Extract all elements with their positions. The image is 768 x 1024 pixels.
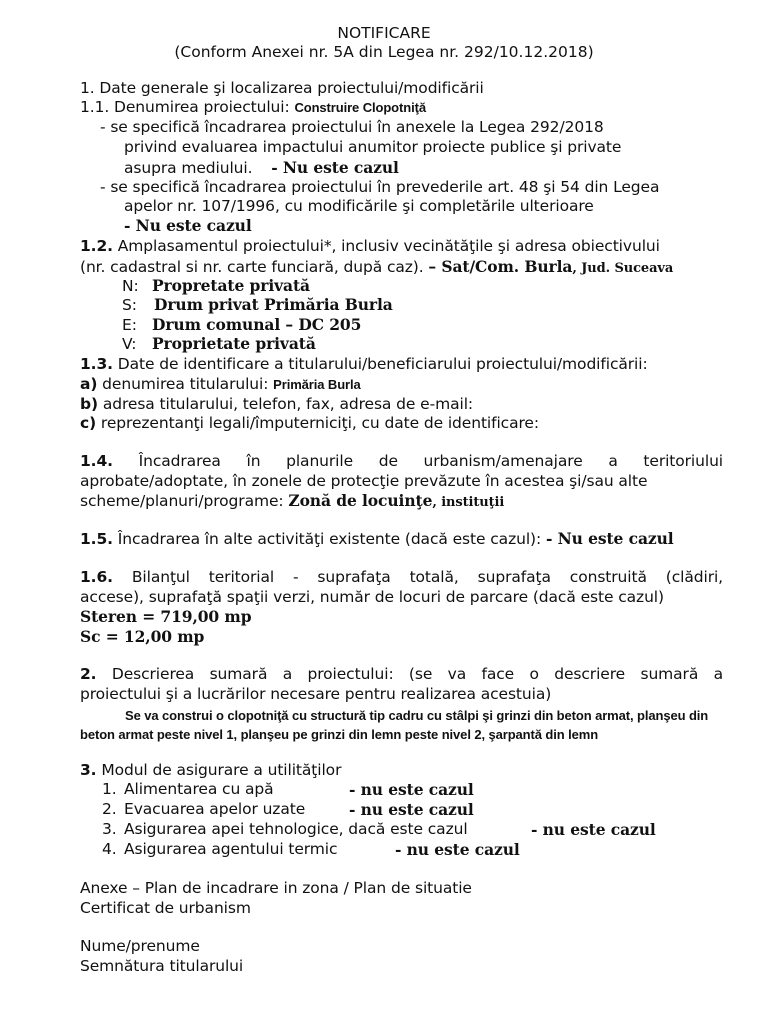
utility-value-2: - nu este cazul: [349, 800, 474, 819]
utility-value-3: - nu este cazul: [531, 820, 656, 839]
project-name: Construire Clopotniţă: [294, 100, 426, 115]
section-text: (nr. cadastral si nr. carte funciară, după caz).: [80, 258, 424, 276]
neighbor-value: Propretate privată: [152, 276, 310, 295]
zone-value: Zonă de locuinţe: [288, 491, 433, 510]
section-number: 1.: [80, 79, 95, 97]
section-text: Descrierea sumară a proiectului: (se va face o descriere sumară a: [111, 665, 723, 683]
neighbor-value: Drum privat Primăria Burla: [154, 295, 393, 314]
certificate-line: Certificat de urbanism: [80, 899, 251, 917]
utility-label: Alimentarea cu apă: [124, 780, 274, 798]
item-c: [80, 414, 539, 433]
utility-item-2: [102, 800, 305, 819]
section-1-4-line-2: aprobate/adoptate, în zonele de protecţie prevăzute în acestea şi/sau alte: [80, 472, 648, 490]
section-2-line-2: proiectului şi a lucrărilor necesare pentru realizarea acestuia): [80, 685, 552, 703]
section-text: Încadrarea în planurile de urbanism/amenajare a teritoriului: [138, 452, 723, 470]
section-1-3: [80, 355, 648, 374]
utility-item-1: [102, 780, 274, 799]
location-value: – Sat/Com. Burla: [428, 257, 573, 276]
steren-value: Steren = 719,00 mp: [80, 607, 252, 626]
section-1-6-line-1: [80, 568, 723, 587]
zone-value-2: , instituţii: [432, 495, 505, 510]
neighbor-label: N:: [122, 277, 139, 295]
neighbor-east: [122, 315, 361, 335]
utility-label: Asigurarea agentului termic: [124, 840, 338, 858]
bullet-1-value: - Nu este cazul: [271, 158, 399, 177]
utility-number: 3.: [102, 820, 117, 838]
utility-number: 1.: [102, 780, 117, 798]
section-1-2-line-2: [80, 257, 673, 278]
item-label: b): [80, 395, 98, 413]
bullet-2-value: - Nu este cazul: [124, 216, 252, 235]
section-number: 1.5.: [80, 530, 113, 548]
section-label: Denumirea proiectului:: [114, 98, 290, 116]
bullet-2-line-2: apelor nr. 107/1996, cu modificările şi completările ulterioare: [124, 197, 594, 215]
section-text: Date generale şi localizarea proiectului/modificării: [99, 79, 484, 97]
section-1-6-line-2: accese), suprafaţă spaţii verzi, număr de locuri de parcare (dacă este cazul): [80, 588, 664, 606]
section-number: 1.3.: [80, 355, 113, 373]
bullet-1-line-2: privind evaluarea impactului anumitor proiecte publice şi private: [124, 138, 622, 156]
doc-title: NOTIFICARE: [337, 24, 431, 42]
section-1-1: [80, 98, 426, 117]
neighbor-value: Drum comunal – DC 205: [152, 315, 362, 334]
section-number: 1.6.: [80, 568, 113, 586]
section-text: Date de identificare a titularului/beneficiarului proiectului/modificării:: [117, 355, 648, 373]
section-1-4-line-3: [80, 491, 504, 512]
utility-item-4: [102, 840, 337, 859]
neighbor-west: [122, 334, 316, 354]
item-label: c): [80, 414, 97, 432]
bullet-1-line-1: - se specifică încadrarea proiectului în anexele la Legea 292/2018: [100, 118, 604, 136]
neighbor-label: S:: [122, 296, 137, 314]
neighbor-south: [122, 295, 393, 315]
neighbor-label: E:: [122, 316, 137, 334]
section-number: 1.4.: [80, 452, 113, 470]
utility-item-3: [102, 820, 468, 839]
item-text: denumirea titularului:: [102, 375, 269, 393]
sc-value: Sc = 12,00 mp: [80, 627, 205, 646]
section-text: Amplasamentul proiectului*, inclusiv vecinătăţile şi adresa obiectivului: [117, 237, 660, 255]
neighbor-label: V:: [122, 335, 137, 353]
section-2-line-1: [80, 665, 723, 684]
section-1-4-line-1: [80, 452, 723, 471]
section-text: scheme/planuri/programe:: [80, 492, 284, 510]
section-number: 1.2.: [80, 237, 113, 255]
neighbor-north: [122, 276, 310, 296]
description-line-1: Se va construi o clopotniţă cu structură tip cadru cu stâlpi şi grinzi din beton armat, planşeu din: [125, 708, 709, 723]
section-1-2-line-1: [80, 237, 660, 256]
item-text: reprezentanţi legali/împuterniciţi, cu date de identificare:: [100, 414, 539, 432]
section-value: - Nu este cazul: [545, 529, 674, 548]
name-line: Nume/prenume: [80, 937, 200, 955]
utility-value-1: - nu este cazul: [349, 780, 474, 799]
section-number: 2.: [80, 665, 97, 683]
utility-label: Evacuarea apelor uzate: [124, 800, 306, 818]
doc-subtitle: (Conform Anexei nr. 5A din Legea nr. 292/10.12.2018): [174, 43, 594, 61]
utility-value-4: - nu este cazul: [395, 840, 520, 859]
section-number: 3.: [80, 761, 97, 779]
section-text: Modul de asigurare a utilităţilor: [101, 761, 342, 779]
utility-number: 4.: [102, 840, 117, 858]
beneficiary-name: Primăria Burla: [273, 377, 361, 392]
item-a: [80, 375, 361, 394]
section-3-heading: [80, 761, 341, 780]
neighbor-value: Proprietate privată: [152, 334, 316, 353]
section-1-5: [80, 529, 674, 549]
section-number: 1.1.: [80, 98, 110, 116]
bullet-1-line-3: [124, 158, 399, 178]
county-value: , Jud. Suceava: [572, 261, 674, 276]
bullet-1-text: asupra mediului.: [124, 159, 253, 177]
item-b: [80, 395, 473, 414]
section-1-heading: [80, 79, 484, 98]
item-label: a): [80, 375, 98, 393]
signature-line: Semnătura titularului: [80, 957, 244, 975]
utility-label: Asigurarea apei tehnologice, dacă este cazul: [124, 820, 468, 838]
utility-number: 2.: [102, 800, 117, 818]
item-text: adresa titularului, telefon, fax, adresa de e-mail:: [102, 395, 474, 413]
annexes-line: Anexe – Plan de incadrare in zona / Plan de situatie: [80, 879, 472, 897]
bullet-2-line-1: - se specifică încadrarea proiectului în prevederile art. 48 şi 54 din Legea: [100, 178, 660, 196]
description-line-2: beton armat peste nivel 1, planşeu pe grinzi din lemn peste nivel 2, şarpantă din lemn: [80, 727, 599, 742]
section-text: Încadrarea în alte activităţi existente (dacă este cazul):: [117, 530, 542, 548]
section-text: Bilanţul teritorial - suprafaţa totală, suprafaţa construită (clădiri,: [131, 568, 724, 586]
